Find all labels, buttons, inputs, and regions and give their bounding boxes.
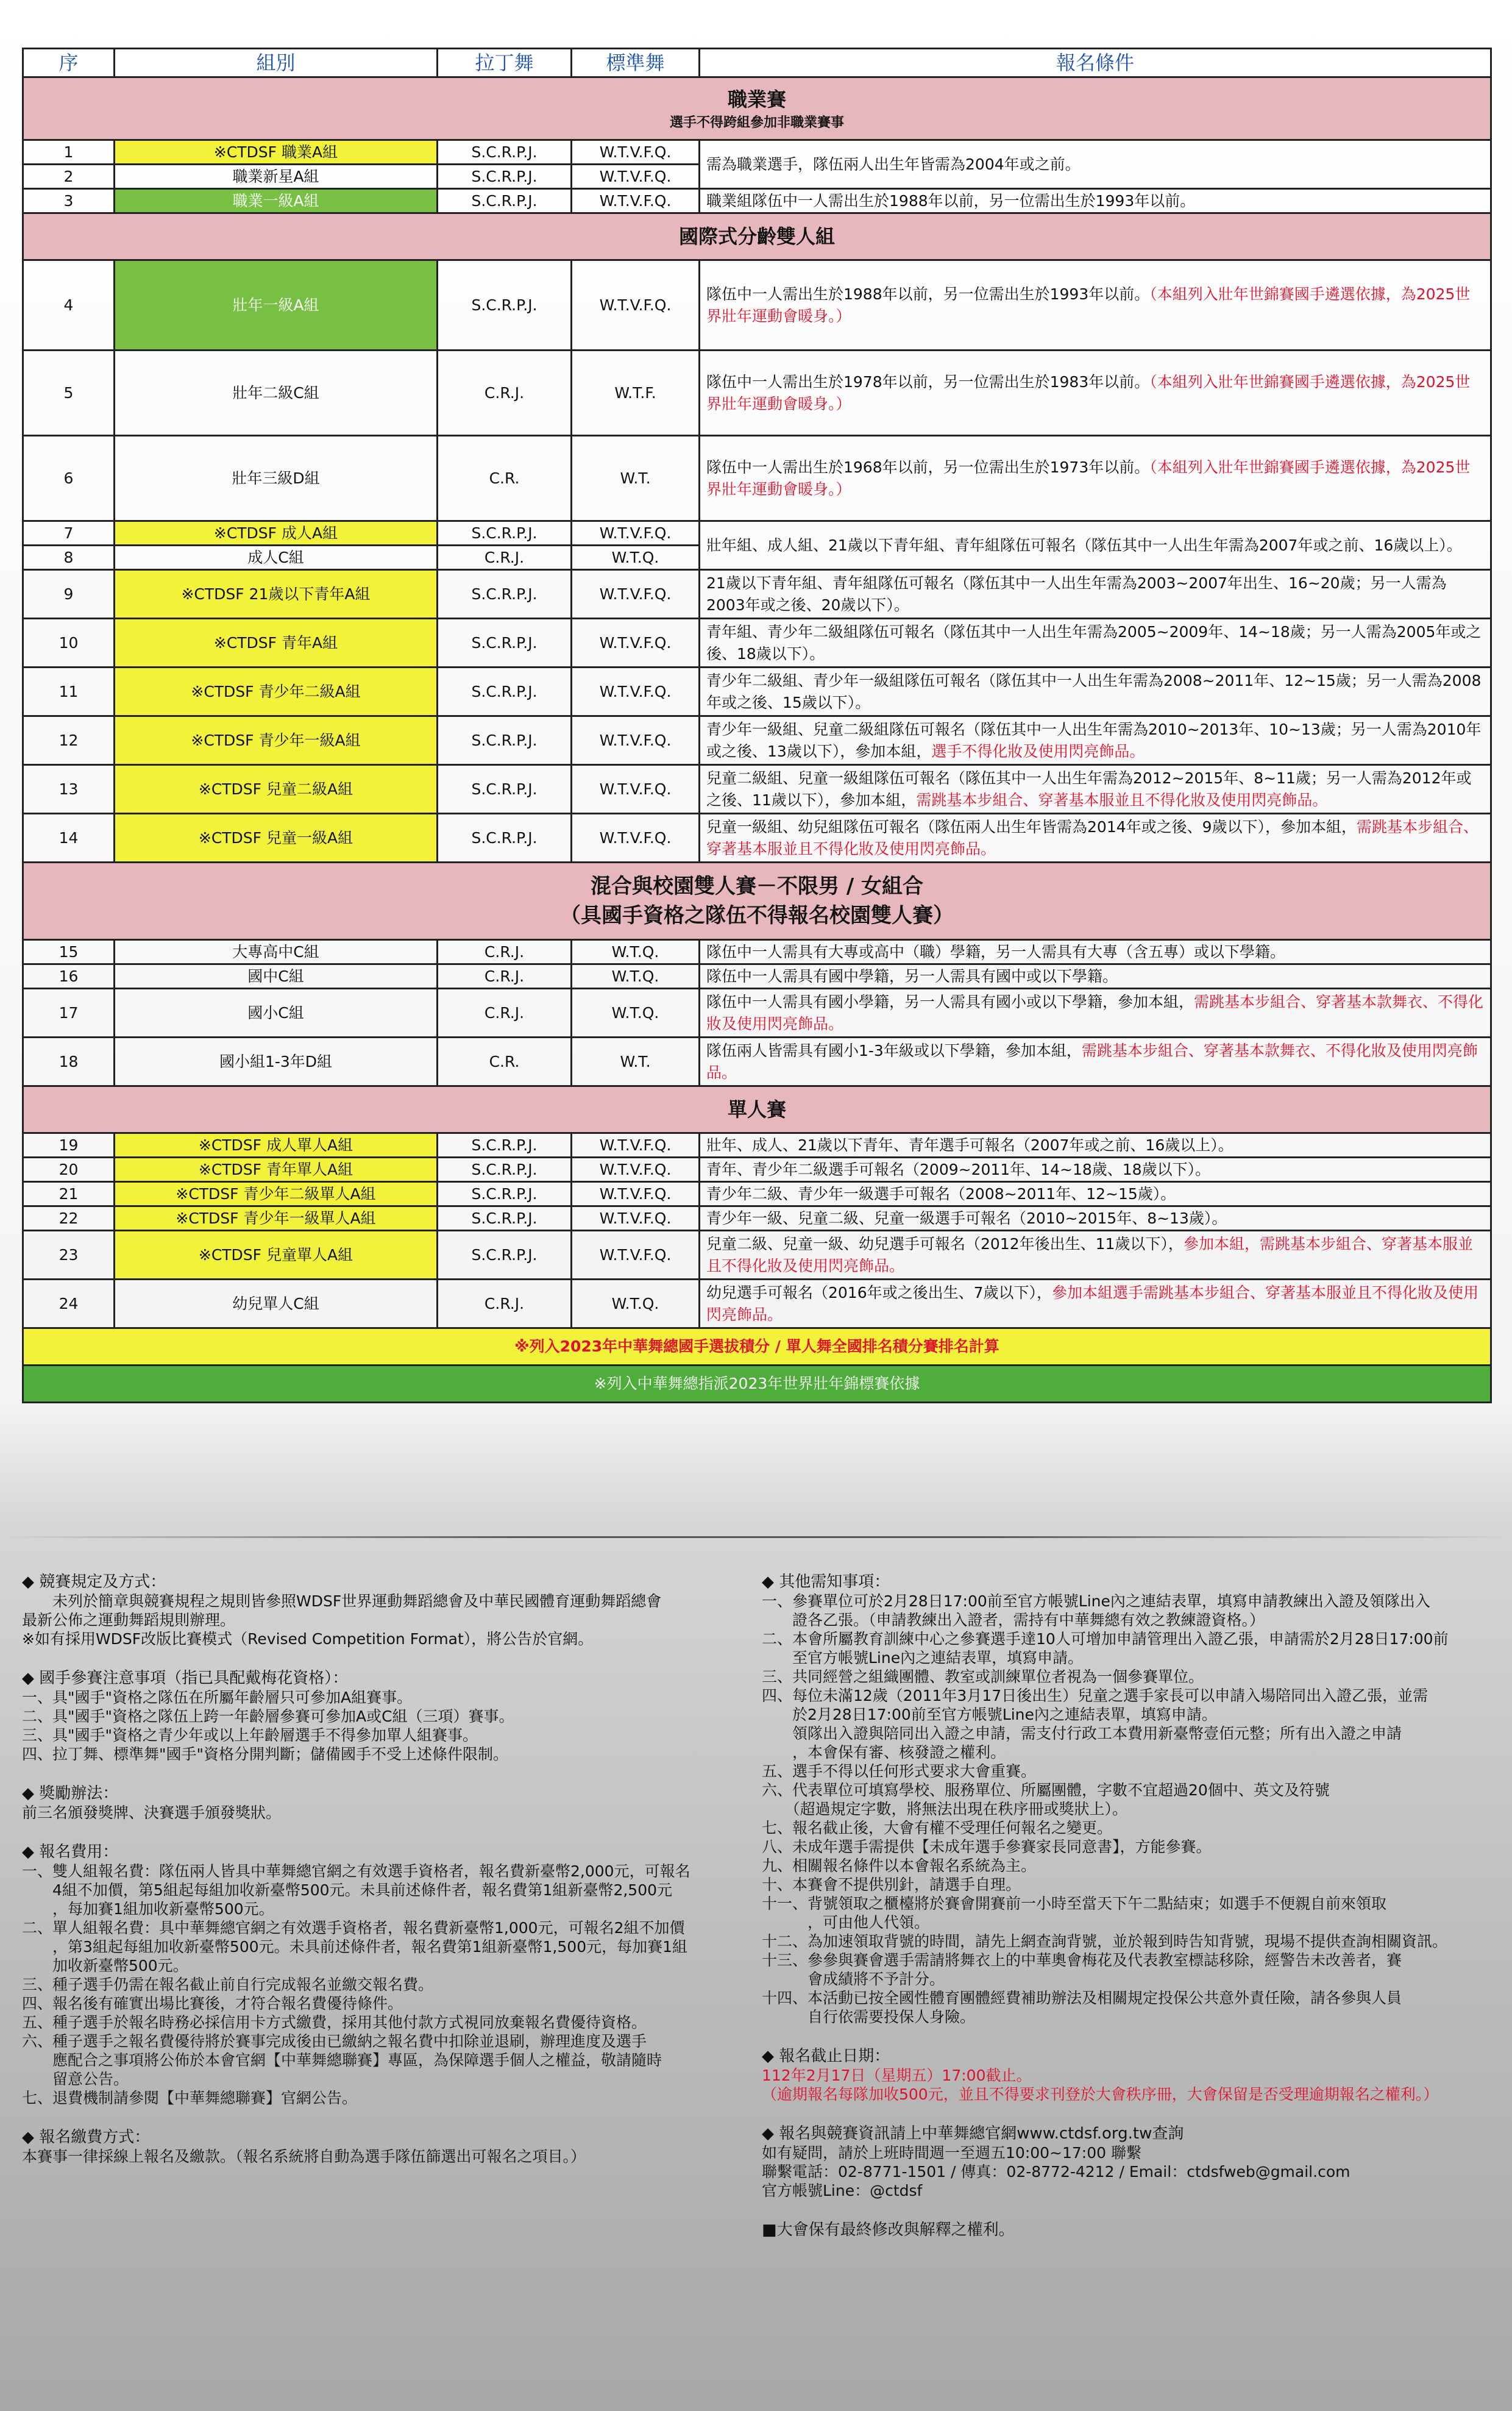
section-header-row [23, 77, 1491, 140]
row-latin: S.C.R.P.J. [438, 521, 572, 546]
conditions-text: 青少年二級、青少年一級選手可報名（2008~2011年、12~15歲）。 [706, 1184, 1176, 1203]
registration-table [22, 48, 1492, 1403]
notes-heading: ◆ 其他需知事項： [762, 1573, 890, 1591]
row-number: 19 [23, 1133, 115, 1158]
row-standard: W.T.V.F.Q. [572, 140, 700, 165]
table-row [23, 716, 1491, 765]
table-row [23, 521, 1491, 546]
table-row [23, 619, 1491, 668]
section-title-cell [23, 863, 1491, 940]
conditions-text: 青少年一級、兒童二級、兒童一級選手可報名（2010~2015年、8~13歲）。 [706, 1209, 1227, 1227]
row-group: ※CTDSF 青年A組 [115, 619, 438, 668]
row-standard: W.T.Q. [572, 940, 700, 964]
header-group: 組別 [115, 49, 438, 77]
row-number: 18 [23, 1038, 115, 1086]
row-latin: C.R.J. [438, 351, 572, 436]
row-group: ※CTDSF 成人單人A組 [115, 1133, 438, 1158]
row-conditions [700, 668, 1491, 716]
notes-line: 七、退費機制請參閱【中華舞總聯賽】官網公告。 [22, 2089, 358, 2107]
table-row [23, 260, 1491, 351]
table-row [23, 140, 1491, 165]
row-standard: W.T.Q. [572, 989, 700, 1038]
table-row [23, 189, 1491, 213]
row-number: 8 [23, 546, 115, 570]
notes-line: 一、雙人組報名費：隊伍兩人皆具中華舞總官網之有效選手資格者，報名費新臺幣2,000元，可報名 [22, 1862, 690, 1880]
notes-line: 四、每位未滿12歲（2011年3月17日後出生）兒童之選手家長可以申請入場陪同出入證乙張，並需 [762, 1687, 1429, 1704]
row-conditions [700, 351, 1491, 436]
conditions-note: （本組列入壯年世錦賽國手遴選依據，為2025世界壯年運動會暖身。） [706, 372, 1471, 413]
conditions-text: 隊伍中一人需具有國小學籍，另一人需具有國小或以下學籍，參加本組， [706, 992, 1194, 1011]
section-title-cell [23, 77, 1491, 140]
row-standard: W.T.V.F.Q. [572, 619, 700, 668]
notes-line: 4組不加價，第5組起每組加收新臺幣500元。未具前述條件者，報名費第1組新臺幣2,500元 [22, 1881, 673, 1899]
notes-line: 證各乙張。（申請教練出入證者，需持有中華舞總有效之教練證資格。） [762, 1611, 1265, 1629]
notes-line: 十、本賽會不提供別針，請選手自理。 [762, 1876, 1021, 1893]
row-latin: C.R.J. [438, 546, 572, 570]
conditions-text: 青年組、青少年二級組隊伍可報名（隊伍其中一人出生年需為2005~2009年、14~18歲；另一人需為2005年或之後、18歲以下）。 [706, 622, 1482, 663]
table-row [23, 351, 1491, 436]
row-group: 國中C組 [115, 964, 438, 989]
table-row [23, 765, 1491, 814]
row-conditions [700, 1280, 1491, 1328]
notes-line: 官方帳號Line：@ctdsf [762, 2182, 923, 2199]
row-conditions [700, 521, 1491, 570]
row-number: 10 [23, 619, 115, 668]
row-latin: S.C.R.P.J. [438, 1182, 572, 1206]
notes-line: 留意公告。 [22, 2070, 129, 2088]
conditions-text: 兒童一級組、幼兒組隊伍可報名（隊伍兩人出生年皆需為2014年或之後、9歲以下），參加本組， [706, 817, 1357, 836]
section-title-cell [23, 213, 1491, 260]
conditions-text: 青少年二級組、青少年一級組隊伍可報名（隊伍其中一人出生年需為2008~2011年、12~15歲；另一人需為2008年或之後、15歲以下）。 [706, 671, 1482, 711]
row-group: ※CTDSF 青少年一級單人A組 [115, 1206, 438, 1231]
divider [0, 1536, 1512, 1538]
row-group: ※CTDSF 21歲以下青年A組 [115, 570, 438, 619]
row-number: 12 [23, 716, 115, 765]
conditions-text: 青年、青少年二級選手可報名（2009~2011年、14~18歲、18歲以下）。 [706, 1160, 1211, 1178]
row-group: ※CTDSF 兒童一級A組 [115, 814, 438, 863]
row-conditions [700, 716, 1491, 765]
row-conditions [700, 1038, 1491, 1086]
section-title: 單人賽 [727, 1098, 786, 1121]
row-number: 21 [23, 1182, 115, 1206]
conditions-text: 兒童二級組、兒童一級組隊伍可報名（隊伍其中一人出生年需為2012~2015年、8~11歲；另一人需為2012年或之後、11歲以下），參加本組， [706, 769, 1472, 809]
row-standard: W.T. [572, 436, 700, 521]
row-group: ※CTDSF 青少年二級A組 [115, 668, 438, 716]
row-standard: W.T.V.F.Q. [572, 260, 700, 351]
row-latin: C.R.J. [438, 1280, 572, 1328]
row-conditions [700, 940, 1491, 964]
notes-line: 應配合之事項將公佈於本會官網【中華舞總聯賽】專區，為保障選手個人之權益，敬請隨時 [22, 2051, 662, 2069]
table-row [23, 668, 1491, 716]
row-latin: S.C.R.P.J. [438, 260, 572, 351]
row-conditions [700, 989, 1491, 1038]
table-row [23, 1158, 1491, 1182]
section-header-row [23, 1086, 1491, 1133]
row-latin: S.C.R.P.J. [438, 765, 572, 814]
row-latin: S.C.R.P.J. [438, 814, 572, 863]
table-row [23, 1280, 1491, 1328]
row-group: 壯年三級D組 [115, 436, 438, 521]
notes-heading: ◆ 獎勵辦法： [22, 1784, 119, 1803]
row-standard: W.T.V.F.Q. [572, 716, 700, 765]
notes-heading: ◆ 報名截止日期： [762, 2047, 890, 2065]
row-latin: S.C.R.P.J. [438, 165, 572, 189]
table-body [23, 77, 1491, 1403]
notes-block [22, 1784, 753, 1822]
footer-yellow-text: ※列入2023年中華舞總國手選拔積分 / 單人舞全國排名積分賽排名計算 [23, 1328, 1491, 1366]
row-conditions [700, 964, 1491, 989]
notes-line: 三、種子選手仍需在報名截止前自行完成報名並繳交報名費。 [22, 1976, 434, 1993]
conditions-text: 隊伍中一人需具有大專或高中（職）學籍，另一人需具有大專（含五專）或以下學籍。 [706, 942, 1286, 961]
row-latin: S.C.R.P.J. [438, 1158, 572, 1182]
notes-block [762, 2221, 1493, 2240]
row-number: 16 [23, 964, 115, 989]
row-group: ※CTDSF 青少年一級A組 [115, 716, 438, 765]
row-conditions [700, 814, 1491, 863]
row-group: ※CTDSF 青少年二級單人A組 [115, 1182, 438, 1206]
notes-heading: ■大會保有最終修改與解釋之權利。 [762, 2221, 1015, 2239]
row-number: 13 [23, 765, 115, 814]
notes-line: 十四、本活動已按全國性體育團體經費補助辦法及相關規定投保公共意外責任險，請各參與人員 [762, 1989, 1402, 2007]
row-latin: C.R.J. [438, 940, 572, 964]
conditions-text: 21歲以下青年組、青年組隊伍可報名（隊伍其中一人出生年需為2003~2007年出生、16~20歲；另一人需為2003年或之後、20歲以下）。 [706, 574, 1447, 614]
row-conditions [700, 1158, 1491, 1182]
row-standard: W.T.V.F.Q. [572, 814, 700, 863]
row-group: 幼兒單人C組 [115, 1280, 438, 1328]
row-conditions [700, 1206, 1491, 1231]
footer-green-row [23, 1366, 1491, 1403]
notes-line: 二、具"國手"資格之隊伍上跨一年齡層參賽可參加A或C組（三項）賽事。 [22, 1708, 514, 1725]
row-group: 成人C組 [115, 546, 438, 570]
notes-line: 112年2月17日（星期五）17:00截止。 [762, 2067, 1032, 2084]
row-standard: W.T.V.F.Q. [572, 1182, 700, 1206]
row-number: 23 [23, 1231, 115, 1280]
conditions-note: 需跳基本步組合、穿著基本服並且不得化妝及使用閃亮飾品。 [706, 817, 1479, 858]
row-standard: W.T.Q. [572, 964, 700, 989]
conditions-text: 需為職業選手，隊伍兩人出生年皆需為2004年或之前。 [706, 155, 1081, 173]
notes-right-column [762, 1573, 1493, 2260]
row-conditions [700, 1231, 1491, 1280]
section-subtitle: （具國手資格之隊伍不得報名校園雙人賽） [560, 903, 954, 928]
section-subtitle: 選手不得跨組參加非職業賽事 [669, 115, 844, 130]
notes-block [22, 2128, 753, 2166]
row-conditions [700, 619, 1491, 668]
row-standard: W.T.V.F.Q. [572, 1158, 700, 1182]
notes-line: 八、未成年選手需提供【未成年選手參賽家長同意書】，方能參賽。 [762, 1838, 1212, 1856]
conditions-note: （本組列入壯年世錦賽國手遴選依據，為2025世界壯年運動會暖身。） [706, 285, 1471, 325]
row-conditions [700, 570, 1491, 619]
row-standard: W.T.V.F.Q. [572, 1206, 700, 1231]
row-group: 國小組1-3年D組 [115, 1038, 438, 1086]
notes-block [762, 1573, 1493, 2026]
notes-line: 六、種子選手之報名費優待將於賽事完成後由已繳納之報名費中扣除並退刷，辦理進度及選手 [22, 2032, 647, 2050]
row-number: 17 [23, 989, 115, 1038]
notes-line: 十三、參參與賽會選手需請將舞衣上的中華奧會梅花及代表教室標誌移除，經警告未改善者，賽 [762, 1951, 1402, 1969]
conditions-note: 需跳基本步組合、穿著基本服並且不得化妝及使用閃亮飾品。 [916, 791, 1328, 809]
notes-line: 四、拉丁舞、標準舞"國手"資格分開判斷；儲備國手不受上述條件限制。 [22, 1745, 509, 1763]
notes-line: ，每加賽1組加收新臺幣500元。 [22, 1900, 274, 1918]
row-latin: S.C.R.P.J. [438, 668, 572, 716]
row-group: 職業新星A組 [115, 165, 438, 189]
notes-line: 五、種子選手於報名時務必採信用卡方式繳費，採用其他付款方式視同放棄報名費優待資格。 [22, 2014, 647, 2031]
notes-line: 本賽事一律採線上報名及繳款。（報名系統將自動為選手隊伍篩選出可報名之項目。） [22, 2148, 586, 2165]
row-latin: C.R. [438, 1038, 572, 1086]
conditions-note: 參加本組，需跳基本步組合、穿著基本服並且不得化妝及使用閃亮飾品。 [706, 1234, 1473, 1275]
row-number: 20 [23, 1158, 115, 1182]
conditions-note: 參加本組選手需跳基本步組合、穿著基本服並且不得化妝及使用閃亮飾品。 [706, 1283, 1479, 1323]
table-row [23, 814, 1491, 863]
notes-line: 二、單人組報名費：具中華舞總官網之有效選手資格者，報名費新臺幣1,000元，可報名2組不加價 [22, 1919, 685, 1937]
notes-line: 一、參賽單位可於2月28日17:00前至官方帳號Line內之連結表單，填寫申請教練出入證及領隊出入 [762, 1592, 1430, 1610]
header-standard: 標準舞 [572, 49, 700, 77]
row-number: 22 [23, 1206, 115, 1231]
notes-line: 自行依需要投保人身險。 [762, 2008, 976, 2026]
row-group: ※CTDSF 青年單人A組 [115, 1158, 438, 1182]
row-group: 國小C組 [115, 989, 438, 1038]
conditions-text: 隊伍中一人需具有國中學籍，另一人需具有國中或以下學籍。 [706, 967, 1118, 985]
conditions-text: 兒童二級、兒童一級、幼兒選手可報名（2012年後出生、11歲以下）， [706, 1234, 1184, 1253]
row-latin: S.C.R.P.J. [438, 619, 572, 668]
conditions-note: 選手不得化妝及使用閃亮飾品。 [931, 742, 1145, 760]
conditions-note: 需跳基本步組合、穿著基本款舞衣、不得化妝及使用閃亮飾品。 [706, 992, 1484, 1033]
conditions-text: 幼兒選手可報名（2016年或之後出生、7歲以下）， [706, 1283, 1052, 1302]
row-latin: S.C.R.P.J. [438, 570, 572, 619]
notes-line: ，本會保有審、核發證之權利。 [762, 1743, 1006, 1761]
row-number: 3 [23, 189, 115, 213]
row-latin: C.R.J. [438, 964, 572, 989]
conditions-text: 職業組隊伍中一人需出生於1988年以前，另一位需出生於1993年以前。 [706, 191, 1196, 210]
notes-heading: ◆ 報名費用： [22, 1843, 119, 1861]
table-header-row [23, 49, 1491, 77]
row-conditions [700, 1133, 1491, 1158]
row-standard: W.T.V.F.Q. [572, 165, 700, 189]
conditions-text: 壯年組、成人組、21歲以下青年組、青年組隊伍可報名（隊伍其中一人出生年需為2007年或之前、16歲以上）。 [706, 536, 1462, 554]
row-number: 15 [23, 940, 115, 964]
notes-heading: ◆ 報名繳費方式： [22, 2128, 151, 2146]
row-number: 6 [23, 436, 115, 521]
notes-line: 一、具"國手"資格之隊伍在所屬年齡層只可參加A組賽事。 [22, 1689, 413, 1706]
notes-block [762, 2124, 1493, 2200]
row-number: 2 [23, 165, 115, 189]
table-row [23, 989, 1491, 1038]
row-number: 4 [23, 260, 115, 351]
table-row [23, 1206, 1491, 1231]
notes-line: 七、報名截止後，大會有權不受理任何報名之變更。 [762, 1819, 1113, 1837]
row-conditions [700, 260, 1491, 351]
notes-line: 九、相關報名條件以本會報名系統為主。 [762, 1857, 1037, 1875]
section-header-row [23, 863, 1491, 940]
notes-line: ，第3組起每組加收新臺幣500元。未具前述條件者，報名費第1組新臺幣1,500元，每加賽1組 [22, 1938, 688, 1956]
row-latin: S.C.R.P.J. [438, 189, 572, 213]
notes-block [22, 1573, 753, 1648]
table-row [23, 570, 1491, 619]
section-title: 國際式分齡雙人組 [678, 225, 835, 248]
notes-line: ※如有採用WDSF改版比賽模式（Revised Competition Format），將公告於官網。 [22, 1630, 594, 1648]
notes-line: 未列於簡章與競賽規程之規則皆參照WDSF世界運動舞蹈總會及中華民國體育運動舞蹈總會 [22, 1592, 662, 1610]
conditions-note: （本組列入壯年世錦賽國手遴選依據，為2025世界壯年運動會暖身。） [706, 458, 1471, 498]
notes-line: 聯繫電話：02-8771-1501 / 傳真：02-8772-4212 / Email：ctdsfweb@gmail.com [762, 2163, 1351, 2181]
notes-line: 十二、為加速領取背號的時間，請先上網查詢背號，並於報到時告知背號，現場不提供查詢相關資訊。 [762, 1932, 1448, 1950]
notes-block [762, 2047, 1493, 2104]
table-row [23, 964, 1491, 989]
notes-heading: ◆ 競賽規定及方式： [22, 1573, 166, 1591]
notes-line: 三、共同經營之組織團體、教室或訓練單位者視為一個參賽單位。 [762, 1668, 1204, 1686]
row-group: 壯年一級A組 [115, 260, 438, 351]
section-title-cell [23, 1086, 1491, 1133]
row-group: 職業一級A組 [115, 189, 438, 213]
notes-line: 四、報名後有確實出場比賽後，才符合報名費優待條件。 [22, 1995, 403, 2012]
notes-line: 最新公佈之運動舞蹈規則辦理。 [22, 1611, 236, 1629]
header-conditions: 報名條件 [700, 49, 1491, 77]
row-group: 大專高中C組 [115, 940, 438, 964]
notes-line: 五、選手不得以任何形式要求大會重賽。 [762, 1762, 1037, 1780]
section-title: 混合與校園雙人賽－不限男 / 女組合 [590, 874, 924, 899]
notes-line: （超過規定字數，將無法出現在秩序冊或獎狀上）。 [762, 1800, 1128, 1818]
conditions-text: 隊伍中一人需出生於1968年以前，另一位需出生於1973年以前。 [706, 458, 1150, 476]
row-conditions [700, 189, 1491, 213]
row-conditions [700, 140, 1491, 189]
row-standard: W.T. [572, 1038, 700, 1086]
footer-yellow-row [23, 1328, 1491, 1366]
registration-sheet [22, 48, 1490, 1403]
row-latin: C.R. [438, 436, 572, 521]
row-latin: S.C.R.P.J. [438, 716, 572, 765]
notes-line: 至官方帳號Line內之連結表單，填寫申請。 [762, 1649, 1084, 1667]
row-standard: W.T.V.F.Q. [572, 570, 700, 619]
row-number: 11 [23, 668, 115, 716]
header-no: 序 [23, 49, 115, 77]
notes-line: 十一、背號領取之櫃檯將於賽會開賽前一小時至當天下午二點結束；如選手不便親自前來領取 [762, 1895, 1387, 1912]
header-latin: 拉丁舞 [438, 49, 572, 77]
row-latin: S.C.R.P.J. [438, 1231, 572, 1280]
row-standard: W.T.V.F.Q. [572, 1231, 700, 1280]
conditions-note: 需跳基本步組合、穿著基本款舞衣、不得化妝及使用閃亮飾品。 [706, 1041, 1478, 1081]
row-number: 14 [23, 814, 115, 863]
table-row [23, 1133, 1491, 1158]
row-standard: W.T.Q. [572, 546, 700, 570]
conditions-text: 青少年一級組、兒童二級組隊伍可報名（隊伍其中一人出生年需為2010~2013年、10~13歲；另一人需為2010年或之後、13歲以下），參加本組， [706, 720, 1482, 760]
row-standard: W.T.V.F.Q. [572, 521, 700, 546]
section-title: 職業賽 [727, 88, 786, 111]
row-standard: W.T.V.F.Q. [572, 668, 700, 716]
table-row [23, 1182, 1491, 1206]
row-latin: C.R.J. [438, 989, 572, 1038]
notes-block [22, 1843, 753, 2107]
row-group: ※CTDSF 兒童單人A組 [115, 1231, 438, 1280]
notes-line: 六、代表單位可填寫學校、服務單位、所屬團體，字數不宜超過20個中、英文及符號 [762, 1781, 1330, 1799]
row-number: 5 [23, 351, 115, 436]
row-group: 壯年二級C組 [115, 351, 438, 436]
conditions-text: 隊伍中一人需出生於1988年以前，另一位需出生於1993年以前。 [706, 285, 1150, 303]
row-latin: S.C.R.P.J. [438, 140, 572, 165]
row-number: 7 [23, 521, 115, 546]
notes-line: 前三名頒發獎牌、決賽選手頒發獎狀。 [22, 1804, 282, 1822]
conditions-text: 隊伍中一人需出生於1978年以前，另一位需出生於1983年以前。 [706, 372, 1150, 391]
table-row [23, 1231, 1491, 1280]
notes-line: 於2月28日17:00前至官方帳號Line內之連結表單，填寫申請。 [762, 1706, 1217, 1723]
row-standard: W.T.V.F.Q. [572, 189, 700, 213]
row-conditions [700, 765, 1491, 814]
conditions-text: 隊伍兩人皆需具有國小1-3年級或以下學籍，參加本組， [706, 1041, 1082, 1059]
notes-line: 如有疑問，請於上班時間週一至週五10:00~17:00 聯繫 [762, 2144, 1141, 2162]
notes-heading: ◆ 報名與競賽資訊請上中華舞總官網www.ctdsf.org.tw查詢 [762, 2124, 1184, 2143]
notes-line: （逾期報名每隊加收500元，並且不得要求刊登於大會秩序冊，大會保留是否受理逾期報名之權利。） [762, 2085, 1439, 2103]
row-latin: S.C.R.P.J. [438, 1133, 572, 1158]
row-group: ※CTDSF 兒童二級A組 [115, 765, 438, 814]
notes-line: ，可由他人代領。 [762, 1914, 930, 1931]
notes-line: 領隊出入證與陪同出入證之申請，需支付行政工本費用新臺幣壹佰元整；所有出入證之申請 [762, 1725, 1402, 1742]
notes-line: 會成績將不予計分。 [762, 1970, 945, 1988]
footer-green-text: ※列入中華舞總指派2023年世界壯年錦標賽依據 [23, 1366, 1491, 1403]
row-latin: S.C.R.P.J. [438, 1206, 572, 1231]
row-standard: W.T.Q. [572, 1280, 700, 1328]
notes-line: 三、具"國手"資格之青少年或以上年齡層選手不得參加單人組賽事。 [22, 1726, 478, 1744]
row-number: 1 [23, 140, 115, 165]
row-standard: W.T.V.F.Q. [572, 765, 700, 814]
table-row [23, 1038, 1491, 1086]
table-row [23, 940, 1491, 964]
notes-line: 二、本會所屬教育訓練中心之參賽選手達10人可增加申請管理出入證乙張，申請需於2月28日17:00前 [762, 1630, 1449, 1648]
row-number: 24 [23, 1280, 115, 1328]
row-standard: W.T.V.F.Q. [572, 1133, 700, 1158]
row-conditions [700, 436, 1491, 521]
table-row [23, 436, 1491, 521]
notes-left-column [22, 1573, 753, 2187]
row-conditions [700, 1182, 1491, 1206]
conditions-text: 壯年、成人、21歲以下青年、青年選手可報名（2007年或之前、16歲以上）。 [706, 1136, 1233, 1154]
notes-heading: ◆ 國手參賽注意事項（指已具配戴梅花資格）： [22, 1669, 349, 1687]
section-header-row [23, 213, 1491, 260]
notes-block [22, 1669, 753, 1764]
notes-line: 加收新臺幣500元。 [22, 1957, 188, 1975]
row-group: ※CTDSF 成人A組 [115, 521, 438, 546]
row-number: 9 [23, 570, 115, 619]
row-standard: W.T.F. [572, 351, 700, 436]
row-group: ※CTDSF 職業A組 [115, 140, 438, 165]
